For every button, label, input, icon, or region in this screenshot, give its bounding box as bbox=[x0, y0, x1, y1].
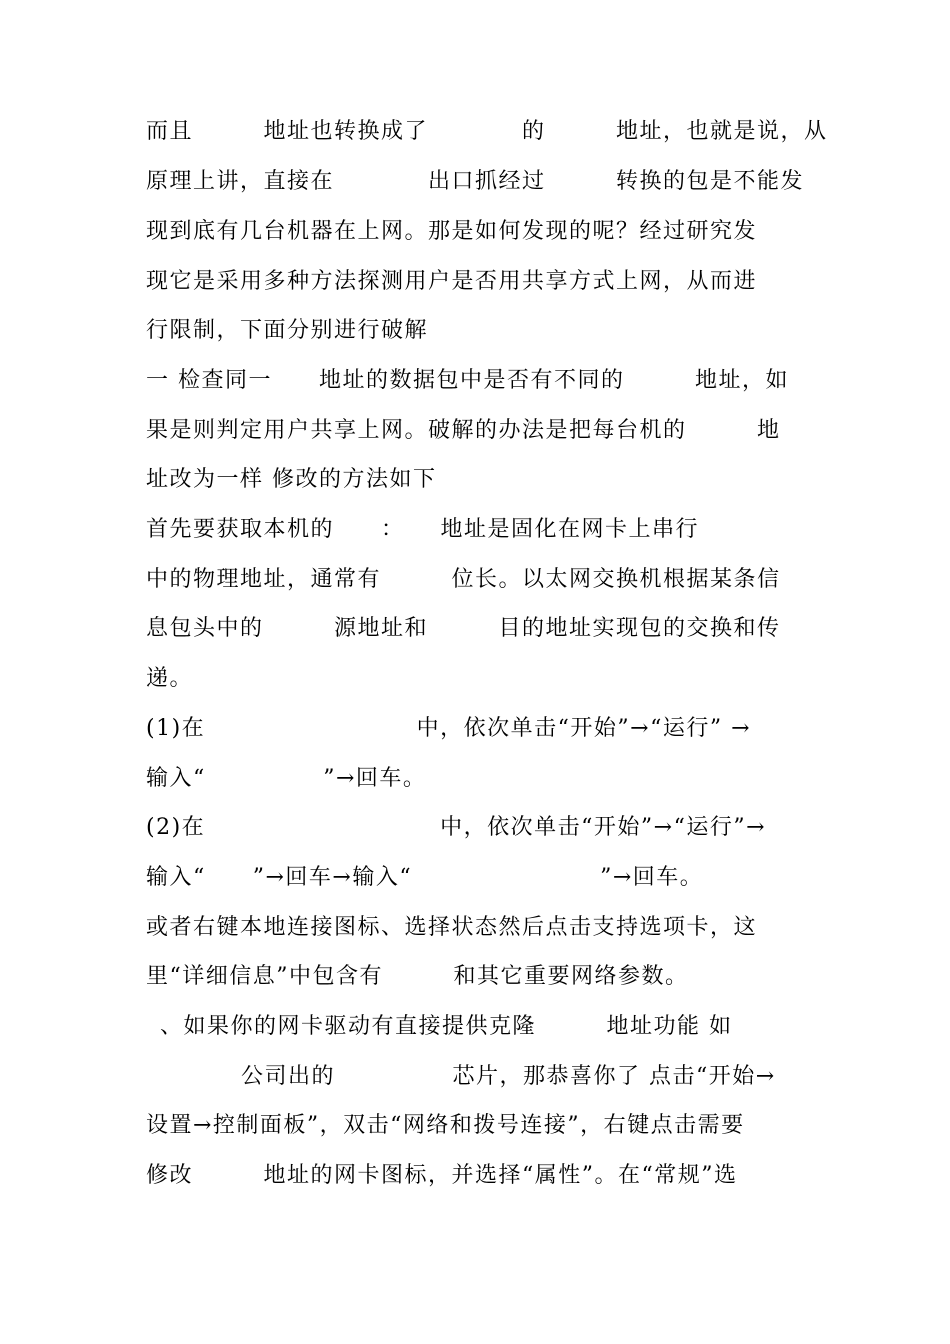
text-line: 现到底有几台机器在上网。那是如何发现的呢？经过研究发 bbox=[146, 219, 758, 244]
text-line: (2)在 中，依次单击“开始”→“运行”→ bbox=[146, 815, 767, 840]
text-line: 中的物理地址，通常有 位长。以太网交换机根据某条信 bbox=[146, 567, 781, 592]
text-line: 输入“ ”→回车→输入“ ”→回车。 bbox=[146, 865, 704, 890]
text-line: (1)在 中，依次单击“开始”→“运行” → bbox=[146, 716, 752, 741]
text-line: 而且 地址也转换成了 的 地址，也就是说，从 bbox=[146, 119, 828, 144]
text-line: 里“详细信息”中包含有 和其它重要网络参数。 bbox=[146, 964, 689, 989]
text-line: 递。 bbox=[146, 666, 194, 691]
text-line: 、如果你的网卡驱动有直接提供克隆 地址功能 如 bbox=[160, 1014, 733, 1039]
text-line: 首先要获取本机的 ： 地址是固化在网卡上串行 bbox=[146, 517, 700, 542]
text-line: 现它是采用多种方法探测用户是否用共享方式上网，从而进 bbox=[146, 269, 758, 294]
text-line: 设置→控制面板”，双击“网络和拨号连接”，右键点击需要 bbox=[146, 1113, 745, 1138]
text-line: 行限制，下面分别进行破解 bbox=[146, 318, 429, 343]
text-line: 或者右键本地连接图标、选择状态然后点击支持选项卡，这 bbox=[146, 915, 758, 940]
text-line: 息包头中的 源地址和 目的地址实现包的交换和传 bbox=[146, 616, 781, 641]
text-line: 公司出的 芯片，那恭喜你了 点击“开始→ bbox=[241, 1064, 776, 1089]
text-line: 原理上讲，直接在 出口抓经过 转换的包是不能发 bbox=[146, 169, 805, 194]
text-line: 果是则判定用户共享上网。破解的办法是把每台机的 地 bbox=[146, 418, 781, 443]
text-line: 址改为一样 修改的方法如下 bbox=[146, 467, 437, 492]
text-line: 一 检查同一 地址的数据包中是否有不同的 地址，如 bbox=[146, 368, 789, 393]
text-line: 修改 地址的网卡图标，并选择“属性”。在“常规”选 bbox=[146, 1163, 738, 1188]
text-line: 输入“ ”→回车。 bbox=[146, 766, 427, 791]
